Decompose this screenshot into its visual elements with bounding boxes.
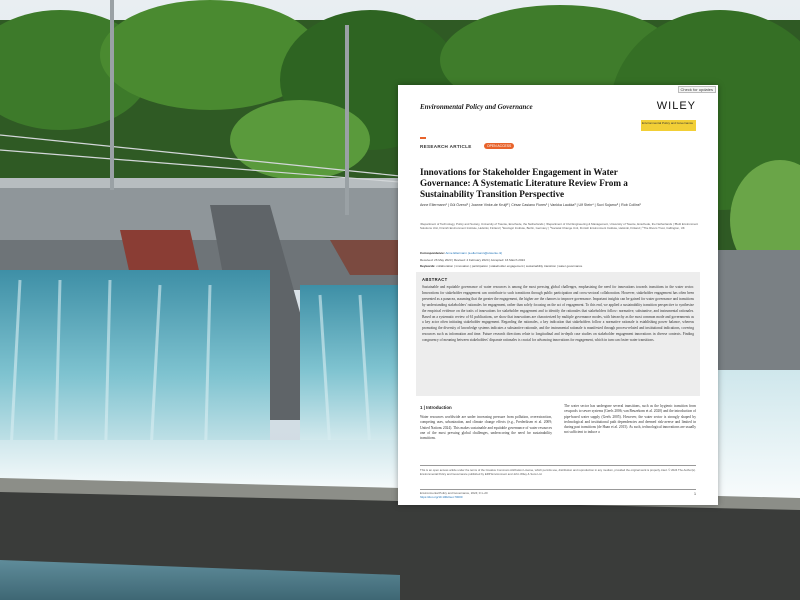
accent-rule: [420, 137, 426, 139]
check-for-updates-badge[interactable]: Check for updates: [678, 86, 716, 93]
keywords-line: [420, 264, 582, 268]
page-footer: [420, 491, 488, 499]
correspondence-label: Correspondence:: [420, 251, 445, 255]
journal-cover-thumbnail: Environmental Policy and Governance: [641, 120, 696, 131]
paper-title: Innovations for Stakeholder Engagement in Water Governance: A Systematic Literature Review From a Sustainability Transition Perspective: [420, 167, 628, 199]
keywords-label: Keywords:: [420, 264, 436, 268]
abstract-box: [416, 272, 700, 396]
dates-line: Received: 26 May 2023 | Revised: 4 February 2024 | Accepted: 16 March 2024: [420, 258, 525, 262]
journal-name: Environmental Policy and Governance: [420, 103, 533, 111]
open-access-badge: OPEN ACCESS: [484, 143, 514, 149]
license-footnote: This is an open access article under the terms of the Creative Commons Attribution License, which permits use, distribution and reproduction in any medium, provided the original work is properly cited. © 2024 The Author(s). Environmental Policy and Governance published by ERP Environment and John Wiley & Sons Ltd.: [420, 468, 696, 476]
publisher-logo: WILEY: [656, 100, 696, 112]
section-heading-introduction: 1 | Introduction: [420, 405, 452, 410]
page-number: 1: [694, 492, 696, 496]
paper-page: [398, 85, 718, 505]
correspondence-email-link[interactable]: Anne Ellermann (a.ellermann@utwente.nl): [445, 251, 503, 255]
footer-citation: Environmental Policy and Governance, 2024; 0:1–20: [420, 491, 488, 495]
author-list: Anne Ellermann¹ | Gül Özerol¹ | Joanne Vinke-de Kruijf² | César Casiano Flores¹ | Vankka Laukka³ | Ulf Stein⁴ | Suvi Sojamo⁵ | Rob Collins⁶: [420, 203, 642, 207]
body-column-right: The water sector has undergone several transitions, such as the hygienic transition from cesspools to sewer systems (Geels 2006; van Beuzekom et al. 2020) and the introduction of pipe-based water supply (Geels 2005). However, the water sector is strongly shaped by technological and institutional path dependencies and deemed risk-averse and limited in during past transitions (de Haan et al. 2015). As such, technological innovations are usually not sufficient to induce a: [564, 404, 696, 435]
footnote-divider: [420, 465, 696, 466]
abstract-heading: ABSTRACT: [422, 277, 448, 282]
keywords-text: collaboration | innovation | participation | stakeholder engagement | sustainability transition | water governance: [436, 264, 583, 268]
footer-divider: [420, 489, 696, 490]
article-type-label: RESEARCH ARTICLE: [420, 144, 472, 149]
body-column-left: Water resources worldwide are under increasing pressure from pollution, overextraction, competing uses, urbanization, and climate change effects (e.g., Frederiksen et al. 2009; United Nations 2024). This makes sustainable and equitable governance of water resources one of the most pressing global challenges, underscoring the need for sustainability transitions.: [420, 415, 552, 441]
affiliations: ¹Department of Technology, Policy and Society, University of Twente, Enschede, the Netherlands | ²Department of Civil Engineering & Management, University of Twente, Enschede, the Netherlands | ³Built Environment Solutions Unit, Finnish Environment Institute, Helsinki, Finland | ⁴Ecologic Institute, Berlin, Germany | ⁵Societal Change Unit, Finnish Environment Institute, Helsinki, Finland | ⁶The Rivers Trust, Callington, UK: [420, 222, 699, 231]
doi-link[interactable]: https://doi.org/10.1002/eet.70000: [420, 495, 463, 499]
abstract-text: Sustainable and equitable governance of water resources is among the most pressing global challenges, emphasizing the need for innovations towards transitions in the water sector. Innovations for stakeholder engagement can contribute to such transitions through public participation and cross-sectoral collaboration. However, stakeholder engagement has often been presented as a panacea, assuming that the greater the engagement, the higher are the chances to improve governance. Important insights can be gained for water governance and transitions by understanding stakeholders' rationales for engagement, rather than solely focusing on the act of engagement. To this end, we applied a sustainability transition perspective to synthesize the empirical evidence on the traits of innovations for stakeholder engagement and to identify the rationales that stakeholders follow: normative, substantive, and instrumental rationales. Based on a systematic review of 61 publications, we show that innovations are characterized by multiple governance modes, with hierarchy as the most common mode and governments as a key actor often initiating stakeholder engagement. Regarding the rationales, a key indication that stakeholders follow a normative rationale is establishing power balance, whereas promoting the diversity of knowledge systems indicates a substantive rationale, and the instrumental rationale is manifested through process-related and institutional indications, covering resources such as information and time. Future research directions relate to longitudinal and in-depth case studies on stakeholder engagement innovations in diverse contexts. Finding congruency of meaning between stakeholders' disparate rationales is crucial for advancing innovations for engagement, which in turn can foster water transitions.: [422, 285, 694, 343]
correspondence-line: [420, 251, 502, 255]
